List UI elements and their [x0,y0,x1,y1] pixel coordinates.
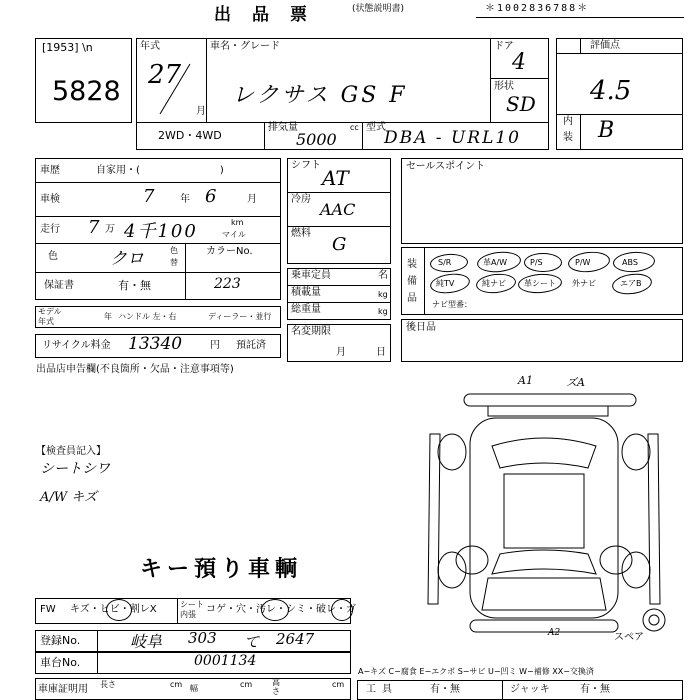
inspection-month: 6 [205,186,217,207]
cert-cm1: cm [170,680,183,689]
cert-height-2: さ [272,687,280,696]
diagram-hood [482,578,606,610]
history-label: 車歴 [40,165,60,176]
diagram-wheel-fl [438,552,466,588]
shift-label: シフト [291,160,321,171]
recycle-status: 預託済 [236,340,266,351]
displacement-value: 5000 [296,130,337,149]
damage-legend: A−キズ C−腐食 E−エクボ S−サビ U−凹ミ W−補修 XX−交換済 [358,667,594,676]
cert-cm2: cm [240,680,253,689]
equip-power-steering: P/S [530,258,543,267]
recycle-unit: 円 [210,340,220,351]
inspector-note-2: A/W キズ [40,490,98,505]
registration-area: 岐阜 [130,632,163,651]
chassis-value: 0001134 [194,653,257,669]
lot-number: 5828 [52,76,121,107]
tools-label: 工具 [366,684,398,695]
key-notice: キー預り車輌 [140,557,303,582]
equip-power-window: P/W [575,258,591,267]
rating-value: 4.5 [590,76,632,106]
fw-circle-yogore [261,599,289,621]
first-reg-month: 月 [336,347,346,358]
registration-kana: て [244,633,260,651]
model-year-year: 年 [104,312,112,321]
equip-alloy-wheel: 革A/W [483,258,508,267]
model-type-label: 型式 [366,122,386,133]
recycle-label: リサイクル料金 [42,340,111,351]
diagram-note-2: ズA [566,376,585,389]
cert-width: 幅 [190,684,198,693]
lot-code: [1953] \n [42,41,93,54]
equip-external-navi: 外ナビ [572,279,596,288]
fw-seat-label-2: 内張 [180,610,196,619]
displacement-unit: cc [350,123,359,132]
model-year-dealer: ディーラー・並行 [208,312,272,321]
diagram-rear-bar [464,394,636,406]
tools-options: 有・無 [430,684,460,695]
diagram-windshield [492,550,596,574]
diagram-mark-fr [600,546,632,574]
aircon-value: AAC [320,200,356,219]
fw-label: FW [40,604,56,615]
interior-value: B [598,118,615,143]
registration-num2: 2647 [276,630,315,648]
fw-circle-hibi [106,599,132,621]
diagram-front-bar [470,620,618,632]
diagram-rear-glass [492,438,596,468]
model-year-label-1: モデル [38,307,62,316]
color-label: 色 [48,251,58,262]
diagram-spare-label: スペア [614,632,644,643]
drive-label: 2WD・4WD [158,129,222,142]
chassis-row [35,652,351,674]
diagram-wheel-fr [622,552,650,588]
equipment-label-3: 品 [407,293,417,304]
registration-label: 登録No. [40,634,81,647]
diagram-spare-tire [643,609,665,631]
chassis-label: 車台No. [40,656,81,669]
mileage-unit-km: km [231,218,244,227]
mileage-label: 走行 [40,224,60,235]
fw-seat-label-1: シート [180,600,204,609]
shape-value: SD [506,92,536,116]
interior-label-1: 内 [563,116,573,127]
inspector-label: 【検査員記入】 [36,446,106,457]
sales-point-box [401,158,683,244]
recycle-value: 13340 [128,334,183,354]
diagram-note-3: A2 [548,628,561,638]
sales-point-label: セールスポイント [406,161,486,172]
interior-label-2: 装 [563,132,573,143]
doors-label: ドア [494,41,514,52]
total-weight-label: 総重量 [291,304,321,315]
jack-options: 有・無 [580,684,610,695]
color-no-label: カラーNo. [206,246,253,257]
equipment-label-1: 装 [407,259,417,270]
aircon-label: 冷房 [291,194,311,205]
cert-long: 長さ [100,680,116,689]
document-title: 出 品 票 [214,5,309,25]
equip-abs: ABS [622,258,638,267]
equip-navi-model: ナビ型番： [432,300,472,309]
capacity-label: 乗車定員 [291,270,331,281]
registration-num1: 303 [188,629,217,647]
model-year-label-2: 年式 [38,317,54,326]
color-change-2: 替 [170,258,178,267]
shift-value: AT [322,166,349,190]
mileage-value: 4千100 [124,221,198,242]
fw-text: キズ・ヒビ・割レX [70,604,157,615]
year-slash [150,62,200,118]
model-year-handle: ハンドル 左・右 [118,312,177,321]
equip-genuine-tv: 純TV [436,279,455,288]
jack-label: ジャッキ [510,684,550,695]
car-diagram [400,374,686,650]
rating-label: 評価点 [590,40,620,51]
fuel-value: G [332,234,347,255]
warranty-label: 保証書 [44,280,74,291]
diagram-roof [504,474,584,548]
year-value: 27 [148,60,182,90]
color-value: クロ [110,249,144,269]
diagram-wheel-rr [622,434,650,470]
equip-genuine-navi: 純ナビ [482,279,506,288]
diagram-rear-lid [488,406,608,416]
color-no-value: 223 [214,276,241,292]
displacement-label: 排気量 [268,122,298,133]
diagram-note-1: A1 [518,374,533,387]
year-label: 年式 [140,41,160,52]
document-subtitle: (状態説明書) [352,4,405,14]
shape-label: 形状 [494,81,514,92]
inspection-label: 車検 [40,194,60,205]
load-unit: kg [378,290,388,299]
diagram-mark-fl [456,546,488,574]
extra-items-box [401,319,683,362]
color-change-1: 色 [170,246,178,255]
fw-seat-text: コゲ・穴・汚レ・シミ・破レ・ガ [206,604,356,615]
mileage-man-label: 万 [105,224,115,235]
car-name-label: 車名・グレード [210,41,280,52]
total-weight-unit: kg [378,307,388,316]
equip-airbag: エアB [620,279,642,288]
diagram-wheel-rl [438,434,466,470]
year-month-label: 月 [196,106,206,117]
circle-power-steering [524,253,562,272]
warranty-options: 有・無 [118,279,151,292]
diagram-right-side [648,434,660,604]
diagram-left-side [428,434,440,604]
remarks-label: 出品店申告欄(不良箇所・欠品・注意事項等) [36,364,234,375]
history-value: 自家用・( ) [96,165,224,176]
fuel-label: 燃料 [291,228,311,239]
cert-cm3: cm [332,680,345,689]
doors-value: 4 [512,50,526,75]
mileage-unit-mile: マイル [222,230,246,239]
lot-box [35,38,132,123]
equip-leather-seat: 革シート [524,279,556,288]
cert-height-1: 高 [272,678,280,687]
load-label: 積載量 [291,287,321,298]
first-reg-day: 日 [376,347,386,358]
inspection-month-label: 月 [247,194,257,205]
car-name-value: レクサス GS F [232,83,408,108]
equip-sunroof: S/R [438,258,452,267]
cert-label: 車庫証明用 [38,684,88,695]
inspection-year-label: 年 [180,194,190,205]
extra-items-label: 後日品 [406,322,436,333]
inspector-note-1: シートシワ [40,461,110,477]
mileage-man: 7 [88,217,100,238]
equipment-label-2: 備 [407,276,417,287]
inspection-year: 7 [143,186,155,207]
first-reg-label: 名変期限 [291,326,331,337]
fw-circle-ga [331,599,353,621]
capacity-unit: 名 [378,270,388,281]
serial-number: ＊1002836788＊ [485,3,590,14]
model-type-value: DBA - URL10 [384,128,521,148]
